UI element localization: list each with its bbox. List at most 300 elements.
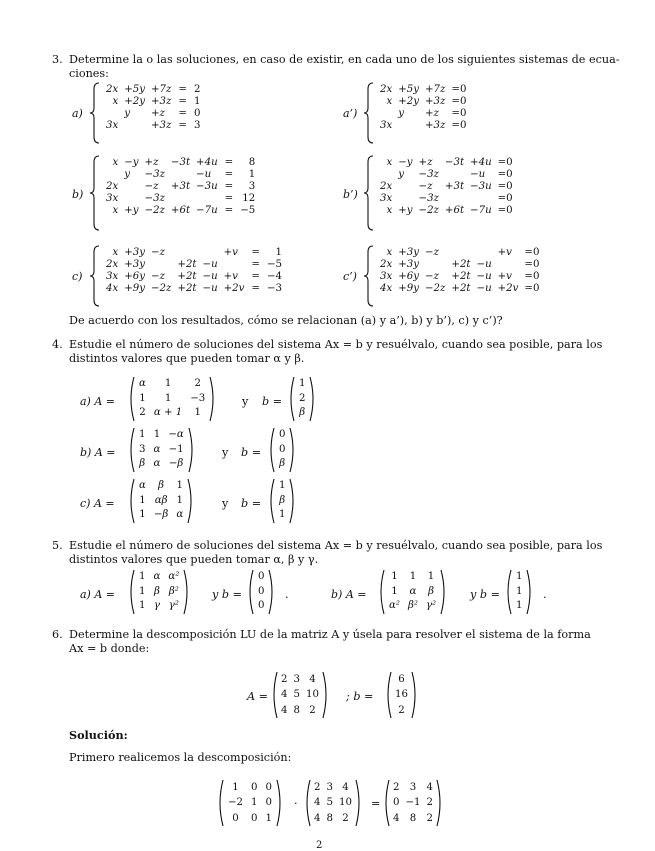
equation-term: +z — [151, 108, 165, 119]
matrix-entry: 0 — [258, 585, 265, 597]
equation-term: =0 — [524, 271, 540, 282]
matrix-row — [512, 599, 526, 614]
sys-b-label: b) — [72, 188, 84, 201]
equation-term: +3y — [124, 259, 146, 270]
matrix-row — [254, 599, 268, 614]
equation-term — [193, 193, 221, 205]
left-brace-icon — [363, 245, 375, 307]
p4c-b-eq: b = — [241, 497, 262, 510]
equation-term: +2t — [177, 271, 197, 282]
p4-number: 4. — [52, 338, 63, 351]
equation-term — [448, 247, 473, 259]
matrix-entry: 1 — [164, 378, 172, 389]
equation-term — [395, 181, 415, 193]
matrix-row — [275, 494, 289, 509]
equation-term — [148, 259, 174, 271]
equation-row — [377, 84, 469, 96]
equation-term: = — [251, 259, 260, 270]
left-paren-icon — [127, 478, 135, 524]
matrix-entry: 4 — [309, 674, 316, 685]
equation-term: +y — [398, 205, 413, 216]
matrix-5b — [377, 570, 448, 614]
vector-5b — [504, 570, 534, 614]
equation-term: −u — [476, 259, 492, 270]
matrix-entry: 1 — [176, 480, 184, 491]
p4b-y: y — [222, 446, 229, 459]
matrix-table — [135, 428, 188, 472]
equation-term: 2x — [106, 84, 119, 95]
p5b-yb: y b = — [470, 588, 500, 601]
matrix-row — [392, 687, 411, 702]
left-paren-icon — [127, 427, 135, 473]
equation-term: +3z — [151, 96, 172, 107]
matrix-entry: 0 — [251, 782, 258, 793]
equation-term: 3x — [106, 120, 119, 131]
matrix-body — [270, 672, 330, 718]
equation-term: −z — [425, 271, 439, 282]
equation-term: y — [398, 169, 404, 180]
matrix-row — [311, 795, 355, 810]
equation-term: = — [224, 157, 234, 168]
equation-term: = — [224, 181, 234, 192]
left-paren-icon — [267, 478, 275, 524]
equation-term: +6y — [124, 271, 146, 282]
system-bp — [377, 157, 516, 217]
matrix-entry: 1 — [164, 392, 172, 404]
p5a-yb: y b = — [212, 588, 242, 601]
equation-term — [121, 193, 141, 205]
equation-term: x — [386, 247, 393, 258]
matrix-entry: 2 — [342, 812, 349, 824]
matrix-entry: 2 — [314, 782, 321, 793]
matrix-body — [127, 377, 217, 421]
equation-term: 1 — [275, 247, 282, 258]
matrix-entry: 10 — [338, 797, 352, 809]
matrix-body — [127, 479, 195, 523]
matrix-row — [135, 428, 188, 443]
matrix-table — [224, 780, 276, 826]
matrix-entry: β — [279, 458, 286, 470]
matrix-entry: 1 — [251, 797, 258, 809]
p6-line1: Determine la descomposición LU de la matriz A y úsela para resolver el sistema de la forma — [69, 628, 591, 641]
matrix-entry: −β — [153, 509, 169, 521]
matrix-entry: β — [139, 458, 146, 470]
equation-term: 8 — [248, 157, 256, 168]
equation-row — [103, 169, 258, 181]
equation-term: +3t — [170, 181, 191, 192]
matrix-row — [278, 672, 322, 687]
equation-row — [103, 193, 258, 205]
matrix-entry: 8 — [409, 812, 417, 824]
equation-term: +3t — [444, 181, 465, 192]
equation-row — [103, 271, 285, 283]
equation-term: −u — [196, 169, 212, 180]
matrix-row — [135, 479, 187, 494]
equation-term: 2x — [106, 181, 119, 192]
matrix-entry: 1 — [139, 429, 146, 440]
matrix-entry: 16 — [395, 689, 408, 701]
equation-term: −3z — [418, 169, 439, 180]
matrix-entry: 0 — [258, 571, 265, 582]
matrix-entry: α — [176, 509, 184, 521]
equation-term: +6y — [398, 271, 420, 282]
right-paren-icon — [276, 779, 284, 827]
mult-dot: · — [294, 797, 298, 810]
matrix-row — [385, 585, 440, 600]
equation-term: 3x — [380, 193, 393, 204]
matrix-body — [303, 780, 363, 826]
matrix-entry: 1 — [139, 571, 146, 582]
matrix-entry: α — [139, 480, 146, 491]
equation-term: +2t — [177, 283, 197, 294]
equation-term: −u — [202, 271, 218, 282]
p5-number: 5. — [52, 539, 63, 552]
equation-term: x — [386, 96, 393, 107]
right-paren-icon — [289, 427, 297, 473]
matrix-entry: β — [153, 585, 160, 597]
equation-term: 1 — [193, 96, 201, 107]
right-paren-icon — [309, 376, 317, 422]
matrix-row — [135, 377, 209, 392]
matrix-row — [135, 494, 187, 509]
matrix-row — [278, 687, 322, 702]
equation-term: +6t — [170, 205, 191, 216]
equation-term: 2x — [106, 259, 119, 270]
equation-row — [103, 96, 203, 108]
matrix-entry: 0 — [265, 782, 272, 793]
matrix-table — [135, 479, 187, 523]
matrix-body — [246, 570, 276, 614]
equation-term: −u — [202, 283, 218, 294]
p4a-label: a) A = — [80, 395, 116, 408]
matrix-row — [385, 570, 440, 585]
equation-term: +7z — [151, 84, 172, 95]
matrix-entry: 1 — [516, 585, 523, 597]
equation-term: −z — [151, 271, 165, 282]
matrix-entry: 4 — [426, 782, 433, 793]
matrix-entry: 2 — [194, 378, 202, 389]
equation-term: =0 — [524, 283, 540, 294]
equation-term: 2x — [380, 181, 393, 192]
equation-term: −3t — [170, 157, 191, 168]
equation-term: +v — [497, 271, 512, 282]
equation-term: 3x — [380, 271, 393, 282]
equation-term — [103, 169, 121, 181]
equation-term: −3z — [144, 193, 165, 204]
equation-term: +2v — [223, 283, 245, 294]
equation-term: −3u — [470, 181, 492, 192]
left-paren-icon — [127, 569, 135, 615]
matrix-entry: −3 — [190, 392, 206, 404]
matrix-body — [504, 570, 534, 614]
matrix-entry: 0 — [279, 443, 286, 455]
left-paren-icon — [303, 779, 311, 827]
equation-term — [395, 120, 422, 132]
matrix-row — [311, 780, 355, 795]
equation-term: y — [124, 108, 130, 119]
equation-term: +2t — [451, 283, 471, 294]
matrix-entry: 2 — [281, 674, 288, 685]
equation-term: +9y — [124, 283, 146, 294]
left-brace-icon — [89, 245, 101, 307]
matrix-entry: α — [139, 378, 146, 389]
matrix-entry: 1 — [139, 509, 146, 521]
equation-row — [103, 84, 203, 96]
equation-term: −7u — [470, 205, 492, 216]
equation-term: +5y — [124, 84, 146, 95]
equation-term: = — [224, 205, 234, 216]
equation-term: +2y — [398, 96, 420, 107]
right-paren-icon — [183, 569, 191, 615]
equation-term: +3y — [124, 247, 146, 258]
matrix-row — [135, 406, 209, 421]
equation-term: −u — [476, 271, 492, 282]
p5a-label: a) A = — [80, 588, 116, 601]
equation-term: −2z — [151, 283, 172, 294]
system-bp-table — [377, 157, 516, 217]
matrix-entry: γ² — [168, 600, 179, 612]
matrix-table — [392, 672, 411, 718]
matrix-entry: β — [158, 480, 165, 491]
matrix-6A — [270, 672, 330, 718]
matrix-entry: α — [153, 443, 161, 455]
matrix-body — [287, 377, 317, 421]
matrix-entry: β — [279, 494, 286, 506]
equation-term: +5y — [398, 84, 420, 95]
equation-term: −4 — [266, 271, 282, 282]
equation-term — [474, 247, 495, 259]
matrix-row — [224, 780, 276, 795]
matrix-body — [127, 428, 196, 472]
matrix-entry: −1 — [168, 443, 184, 455]
equation-row — [377, 193, 516, 205]
equation-term: =0 — [497, 205, 513, 216]
equation-term: +z — [425, 108, 439, 119]
equation-term: = — [251, 271, 260, 282]
matrix-table — [512, 570, 526, 614]
p5-line2: distintos valores que pueden tomar α, β y γ. — [69, 553, 319, 566]
matrix-entry: 1 — [516, 571, 523, 582]
matrix-body — [267, 479, 297, 523]
matrix-entry: β — [299, 407, 306, 419]
matrix-table — [275, 479, 289, 523]
matrix-entry: −2 — [228, 797, 244, 809]
matrix-row — [275, 428, 289, 443]
equation-term: −3t — [444, 157, 465, 168]
equation-term: x — [112, 247, 119, 258]
vector-4b — [267, 428, 297, 472]
matrix-entry: 1 — [516, 600, 523, 612]
matrix-row — [390, 795, 436, 810]
right-paren-icon — [268, 569, 276, 615]
matrix-entry: 5 — [293, 689, 300, 701]
equation-term: −u — [202, 259, 218, 270]
matrix-row — [254, 570, 268, 585]
equation-term: +3z — [425, 120, 446, 131]
left-paren-icon — [270, 671, 278, 719]
equation-term: −2z — [425, 283, 446, 294]
matrix-entry: 1 — [176, 494, 184, 506]
matrix-5a — [127, 570, 191, 614]
matrix-entry: αβ — [154, 494, 168, 506]
right-paren-icon — [440, 569, 448, 615]
matrix-entry: β — [428, 585, 434, 597]
matrix-table — [390, 780, 436, 826]
vector-4c — [267, 479, 297, 523]
equation-term: −2z — [144, 205, 165, 216]
left-paren-icon — [287, 376, 295, 422]
matrix-entry: 4 — [281, 689, 288, 701]
left-brace-icon — [89, 82, 101, 144]
equation-row — [103, 120, 203, 132]
equation-term: +z — [418, 157, 433, 168]
equation-row — [377, 181, 516, 193]
matrix-entry: 3 — [293, 674, 300, 685]
equation-term: +y — [124, 205, 139, 216]
equation-row — [377, 120, 469, 132]
equation-term — [168, 169, 193, 181]
system-cp-table — [377, 247, 542, 295]
equation-term: =0 — [497, 181, 513, 192]
solution-heading: Solución: — [69, 728, 128, 742]
matrix-body — [127, 570, 191, 614]
matrix-entry: 2 — [299, 392, 306, 404]
left-paren-icon — [246, 569, 254, 615]
left-brace-icon — [363, 155, 375, 231]
matrix-row — [135, 508, 187, 523]
matrix-entry: −β — [168, 458, 184, 470]
left-paren-icon — [216, 779, 224, 827]
matrix-entry: α + 1 — [153, 407, 183, 419]
equation-term: +v — [497, 247, 512, 258]
equation-row — [377, 283, 542, 295]
matrix-entry: 1 — [153, 429, 161, 440]
matrix-entry: 2 — [426, 797, 433, 809]
matrix-row — [275, 508, 289, 523]
equation-row — [377, 169, 516, 181]
equation-term: =0 — [451, 84, 467, 95]
equation-term: 3x — [380, 120, 393, 131]
matrix-entry: α — [153, 571, 161, 582]
equation-term: =0 — [497, 157, 513, 168]
matrix-entry: 1 — [391, 571, 398, 582]
matrix-row — [135, 392, 209, 407]
equation-row — [377, 108, 469, 120]
equation-row — [377, 259, 542, 271]
sys-bp-label: b’) — [343, 188, 358, 201]
p4a-b-eq: b = — [262, 395, 283, 408]
equation-term: +2y — [124, 96, 146, 107]
equation-term: = — [224, 193, 234, 204]
matrix-row — [392, 672, 411, 687]
equation-term: 3x — [106, 271, 119, 282]
equation-term: 0 — [193, 108, 201, 119]
matrix-entry: α — [409, 585, 417, 597]
matrix-entry: 2 — [393, 782, 400, 793]
matrix-4c — [127, 479, 195, 523]
equation-term: −3z — [418, 193, 439, 204]
matrix-row — [135, 457, 188, 472]
p6-line2: Ax = b donde: — [69, 642, 150, 655]
sys-ap-label: a’) — [343, 107, 358, 120]
matrix-entry: 1 — [139, 600, 146, 612]
matrix-row — [295, 392, 309, 407]
system-b-table — [103, 157, 258, 217]
matrix-row — [135, 599, 183, 614]
matrix-entry: α² — [168, 571, 180, 582]
sys-cp-label: c’) — [343, 270, 357, 283]
matrix-row — [275, 443, 289, 458]
matrix-entry: 1 — [139, 494, 146, 506]
equation-term — [395, 193, 415, 205]
matrix-body — [382, 780, 444, 826]
matrix-entry: 1 — [391, 585, 398, 597]
matrix-row — [295, 406, 309, 421]
matrix-row — [254, 585, 268, 600]
equation-term: −3 — [266, 283, 282, 294]
matrix-row — [135, 570, 183, 585]
matrix-entry: 1 — [139, 585, 146, 597]
equation-term: −z — [425, 247, 439, 258]
sys-a-label: a) — [72, 107, 83, 120]
equation-term: −3z — [144, 169, 165, 180]
equation-term — [174, 247, 199, 259]
matrix-body — [384, 672, 419, 718]
matrix-entry: 0 — [265, 797, 272, 809]
matrix-entry: 4 — [342, 782, 349, 793]
equation-term: +7z — [425, 84, 446, 95]
equation-term — [442, 193, 467, 205]
left-paren-icon — [377, 569, 385, 615]
matrix-table — [275, 428, 289, 472]
matrix-entry: 1 — [194, 407, 202, 419]
p3-line1: Determine la o las soluciones, en caso de existir, en cada uno de los siguientes sistemas de ecua- — [69, 53, 620, 66]
equation-term — [103, 108, 121, 120]
equation-term: = — [251, 283, 260, 294]
equation-term: −2z — [418, 205, 439, 216]
right-paren-icon — [187, 478, 195, 524]
p4c-y: y — [222, 497, 229, 510]
p3-line2: ciones: — [69, 67, 109, 80]
right-paren-icon — [411, 671, 419, 719]
equation-term: −7u — [196, 205, 218, 216]
p5-line1: Estudie el número de soluciones del sistema Ax = b y resuélvalo, cuando sea posible, para los — [69, 539, 603, 552]
equation-term — [495, 259, 522, 271]
matrix-entry: −α — [168, 429, 184, 440]
matrix-entry: 1 — [409, 571, 417, 582]
matrix-entry: 6 — [398, 674, 405, 685]
matrix-body — [267, 428, 297, 472]
equation-term: = — [224, 169, 234, 180]
matrix-row — [295, 377, 309, 392]
equation-term: +9y — [398, 283, 420, 294]
p4b-b-eq: b = — [241, 446, 262, 459]
matrix-entry: 0 — [232, 812, 239, 824]
matrix-entry: 0 — [258, 600, 265, 612]
matrix-row — [275, 479, 289, 494]
left-paren-icon — [504, 569, 512, 615]
equation-term: = — [178, 108, 187, 119]
matrix-entry: γ — [153, 600, 160, 612]
matrix-4b — [127, 428, 196, 472]
matrix-row — [224, 811, 276, 826]
matrix-entry: 2 — [309, 704, 316, 716]
equation-term: −u — [476, 283, 492, 294]
equation-term: 4x — [380, 283, 393, 294]
matrix-entry: 1 — [139, 392, 146, 404]
matrix-row — [275, 457, 289, 472]
equation-term: 12 — [242, 193, 256, 204]
